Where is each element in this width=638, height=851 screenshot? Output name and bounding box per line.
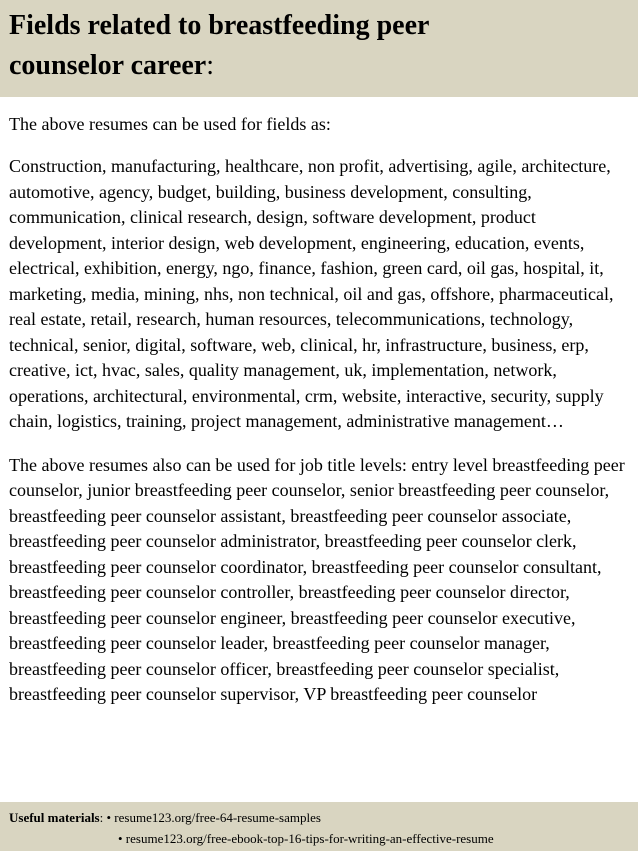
useful-materials-label: Useful materials [9,810,100,825]
title-line-2: counselor career [9,50,207,81]
title-banner [0,0,638,97]
title-colon: : [206,50,215,81]
ebook-link[interactable]: • resume123.org/free-ebook-top-16-tips-for-writing-an-effective-resume [118,831,494,846]
title-line-1: Fields related to breastfeeding peer [9,10,430,41]
intro-text: The above resumes can be used for fields as: [9,114,331,134]
fields-paragraph: Construction, manufacturing, healthcare, non profit, advertising, agile, architecture, automotive, agency, budget, building, business development, consulting, communication, clinical research, design, software development, product development, interior design, web development, engineering, education, events, electrical, exhibition, energy, ngo, finance, fashion, green card, oil gas, hospital, it, marketing, media, mining, nhs, non technical, oil and gas, offshore, pharmaceutical, real estate, retail, research, human resources, telecommunications, technology, technical, senior, digital, software, web, clinical, hr, infrastructure, business, erp, creative, ict, hvac, sales, quality management, uk, implementation, network, operations, architectural, environmental, crm, website, interactive, security, supply chain, logistics, training, project management, administrative management… [9,156,614,431]
resume-samples-link[interactable]: • resume123.org/free-64-resume-samples [106,810,321,825]
main-content [9,104,631,802]
footer-line-1 [9,807,638,828]
footer-separator: : [99,810,107,825]
page-title [9,6,630,86]
useful-materials-footer [0,802,638,851]
job-levels-paragraph: The above resumes also can be used for job title levels: entry level breastfeeding peer counselor, junior breastfeeding peer counselor, senior breastfeeding peer counselor, breastfeeding peer counselor assistant, breastfeeding peer counselor associate, breastfeeding peer counselor administrator, breastfeeding peer counselor clerk, breastfeeding peer counselor coordinator, breastfeeding peer counselor consultant, breastfeeding peer counselor controller, breastfeeding peer counselor director, breastfeeding peer counselor engineer, breastfeeding peer counselor executive, breastfeeding peer counselor leader, breastfeeding peer counselor manager, breastfeeding peer counselor officer, breastfeeding peer counselor specialist, breastfeeding peer counselor supervisor, VP breastfeeding peer counselor [9,454,625,704]
